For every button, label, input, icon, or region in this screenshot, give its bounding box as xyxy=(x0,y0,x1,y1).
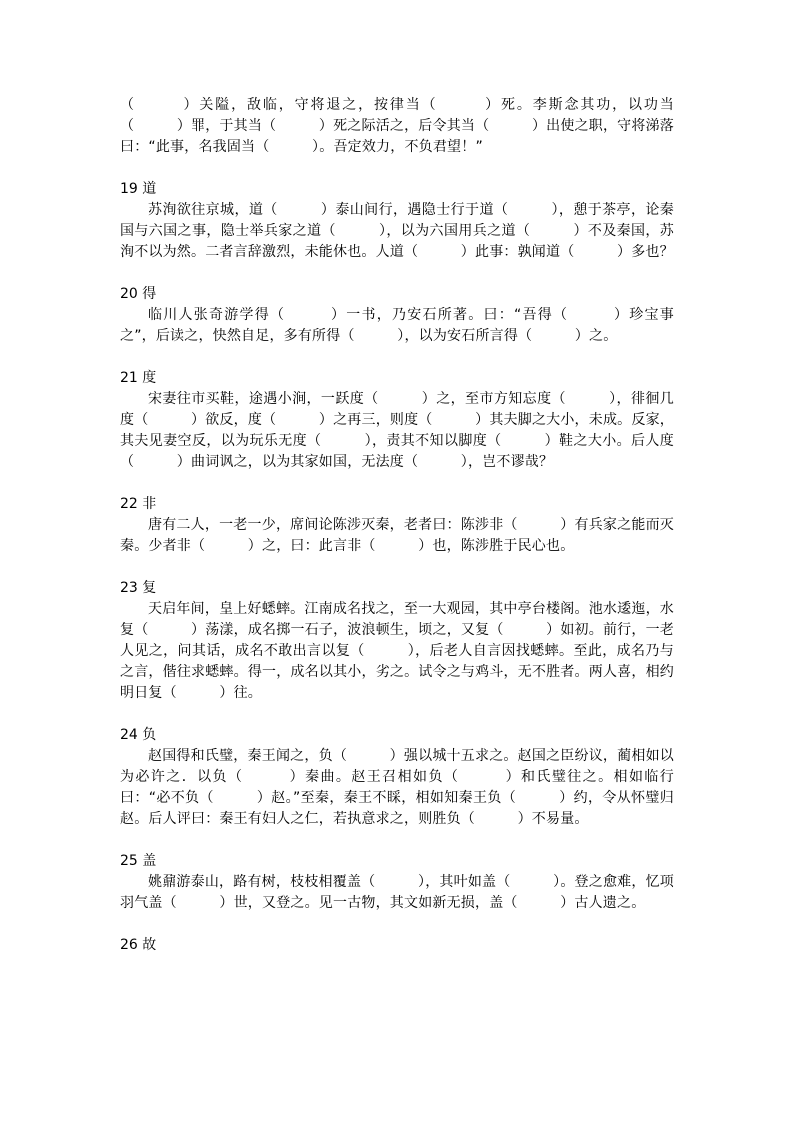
section-22 xyxy=(120,494,674,557)
section-heading: 25 盖 xyxy=(120,853,157,869)
section-heading: 24 负 xyxy=(120,727,157,743)
section-text: 天启年间，皇上好蟋蟀。江南成名找之，至一大观园，其中亭台楼阁。池水逶迤，水复（ ）荡漾，成名掷一石子，波浪顿生，顷之，又复（ ）如初。前行，一老人见之，问其话，成名不敢出言以复（ ），后老人自言因找蟋蟀。至此，成名乃与之言，偕往求蟋蟀。得一，成名以其小，劣之。试令之与鸡斗，无不胜者。两人喜，相约明日复（ ）往。 xyxy=(120,601,674,701)
section-heading: 22 非 xyxy=(120,496,157,512)
section-text: 赵国得和氏璧，秦王闻之，负（ ）强以城十五求之。赵国之臣纷议，蔺相如以为必许之．以负（ ）秦曲。赵王召相如负（ ）和氏璧往之。相如临行曰：“必不负（ ）赵。”至秦，秦王不睬，相如知秦王负（ ）约，令从怀璧归赵。后人评曰：秦王有妇人之仁，若执意求之，则胜负（ ）不易量。 xyxy=(120,748,674,827)
section-19 xyxy=(120,179,674,263)
section-text: 姚鼐游泰山，路有树，枝枝相覆盖（ ），其叶如盖（ ）。登之愈难，忆项羽气盖（ ）世，又登之。见一古物，其文如新无损，盖（ ）古人遗之。 xyxy=(120,874,674,911)
section-heading: 21 度 xyxy=(120,370,157,386)
document-page xyxy=(120,95,674,956)
section-text: 苏洵欲往京城，道（ ）泰山间行，遇隐士行于道（ ），憩于茶亭，论秦国与六国之事，隐士举兵家之道（ ），以为六国用兵之道（ ）不及秦国，苏洵不以为然。二者言辞激烈，未能休也。人道（ ）此事：孰闻道（ ）多也？ xyxy=(120,202,674,260)
section-23 xyxy=(120,578,674,704)
section-text: 唐有二人，一老一少，席间论陈涉灭秦，老者曰：陈涉非（ ）有兵家之能而灭秦。少者非（ ）之，曰：此言非（ ）也，陈涉胜于民心也。 xyxy=(120,517,674,554)
section-26 xyxy=(120,935,674,956)
section-25 xyxy=(120,851,674,914)
intro-paragraph: （ ）关隘，敌临，守将退之，按律当（ ）死。李斯念其功，以功当（ ）罪，于其当（ ）死之际活之，后令其当（ ）出使之职，守将涕落曰：“此事，名我固当（ ）。吾定效力，不负君望！” xyxy=(120,97,674,155)
section-24 xyxy=(120,725,674,830)
section-21 xyxy=(120,368,674,473)
section-heading: 26 故 xyxy=(120,937,157,953)
section-20 xyxy=(120,284,674,347)
section-heading: 20 得 xyxy=(120,286,157,302)
section-text: 临川人张奇游学得（ ）一书，乃安石所著。曰：“吾得（ ）珍宝事之”，后读之，快然自足，多有所得（ ），以为安石所言得（ ）之。 xyxy=(120,307,674,344)
section-heading: 23 复 xyxy=(120,580,157,596)
section-text: 宋妻往市买鞋，途遇小涧，一跃度（ ）之，至市方知忘度（ ），徘徊几度（ ）欲反，度（ ）之再三，则度（ ）其夫脚之大小，未成。反家，其夫见妻空反，以为玩乐无度（ ），责其不知以脚度（ ）鞋之大小。后人度（ ）曲词讽之，以为其家如国，无法度（ ），岂不谬哉？ xyxy=(120,391,674,470)
section-heading: 19 道 xyxy=(120,181,157,197)
